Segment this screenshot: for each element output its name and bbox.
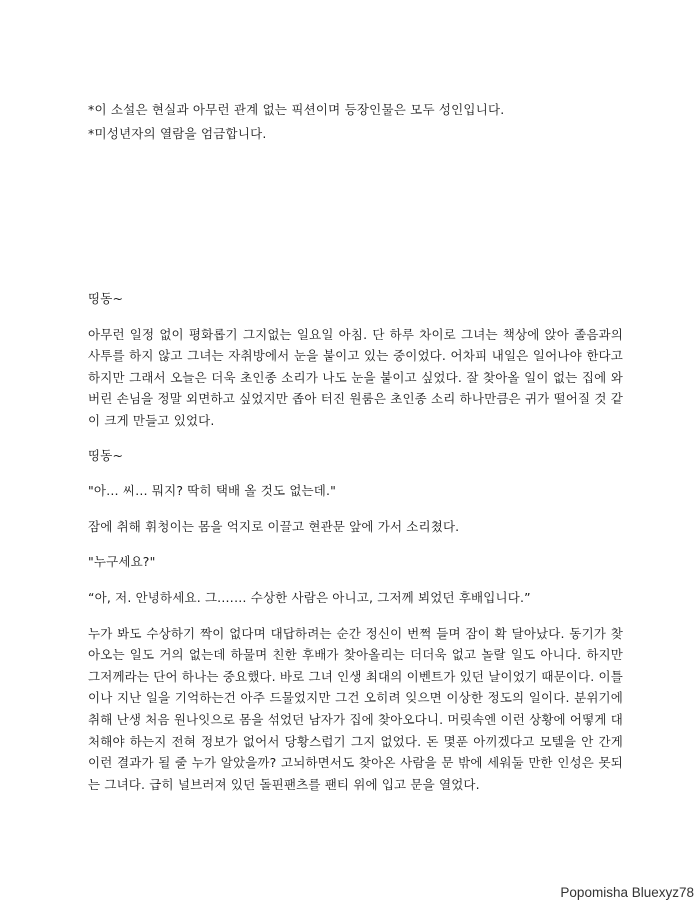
paragraph-realization: 누가 봐도 수상하기 짝이 없다며 대답하려는 순간 정신이 번쩍 들며 잠이 확 달아났다. 동기가 찾아오는 일도 거의 없는데 하물며 친한 후배가 찾아올리는 더더욱 없고 놀랄 일도 아니다. 하지만 그저께라는 단어 하나는 중요했다. 바로 그녀 인생 최대의 이벤트가 있던 날이었기 때문이다. 이틀이나 지난 일을 기억하는건 아주 드물었지만 그건 오히려 잊으면 이상한 정도의 일이다. 분위기에 취해 난생 처음 원나잇으로 몸을 섞었던 남자가 집에 찾아오다니. 머릿속엔 이런 상황에 어떻게 대처해야 하는지 전혀 정보가 없어서 당황스럽기 그지 없었다. 돈 몇푼 아끼겠다고 모텔을 안 간게 이런 결과가 될 줄 누가 알았을까? 고뇌하면서도 찾아온 사람을 문 밖에 세워둘 만한 인성은 못되는 그녀다. 급히 널브러져 있던 돌핀팬츠를 팬티 위에 입고 문을 열었다. <box>88 625 623 792</box>
paragraph-dialogue-annoyed: "아… 씨… 뭐지? 딱히 택배 올 것도 없는데." <box>88 483 337 499</box>
notice-minor-line: *미성년자의 열람을 엄금합니다. <box>88 126 267 141</box>
paragraph-sunday-morning: 아무런 일정 없이 평화롭기 그지없는 일요일 아침. 단 하루 차이로 그녀는 책상에 앉아 졸음과의 사투를 하지 않고 그녀는 자취방에서 눈을 붙이고 있는 중이었다. 어차피 내일은 일어나야 한다고 하지만 그래서 오늘은 더욱 초인종 소리가 나도 눈을 붙이고 싶었다. 잘 찾아올 일이 없는 집에 와버린 손님을 정말 외면하고 싶었지만 좁아 터진 원룸은 초인종 소리 하나만큼은 귀가 떨어질 것 같이 크게 만들고 있었다. <box>88 326 623 428</box>
watermark: Popomisha Bluexyz78 <box>560 885 694 900</box>
paragraph-dialogue-who: "누구세요?" <box>88 554 156 570</box>
paragraph-doorbell-1: 띵동~ <box>88 291 124 306</box>
notice-fiction-line: *이 소설은 현실과 아무런 관계 없는 픽션이며 등장인물은 모두 성인입니다. <box>88 102 505 117</box>
paragraph-door-walk: 잠에 취해 휘청이는 몸을 억지로 이끌고 현관문 앞에 가서 소리쳤다. <box>88 518 460 534</box>
paragraph-dialogue-junior: “아, 저. 안녕하세요. 그.…… 수상한 사람은 아니고, 그저께 뵈었던 후배입니다.” <box>88 589 531 605</box>
paragraph-doorbell-2: 띵동~ <box>88 447 124 463</box>
content-notice <box>88 98 648 146</box>
story-body <box>88 288 623 808</box>
